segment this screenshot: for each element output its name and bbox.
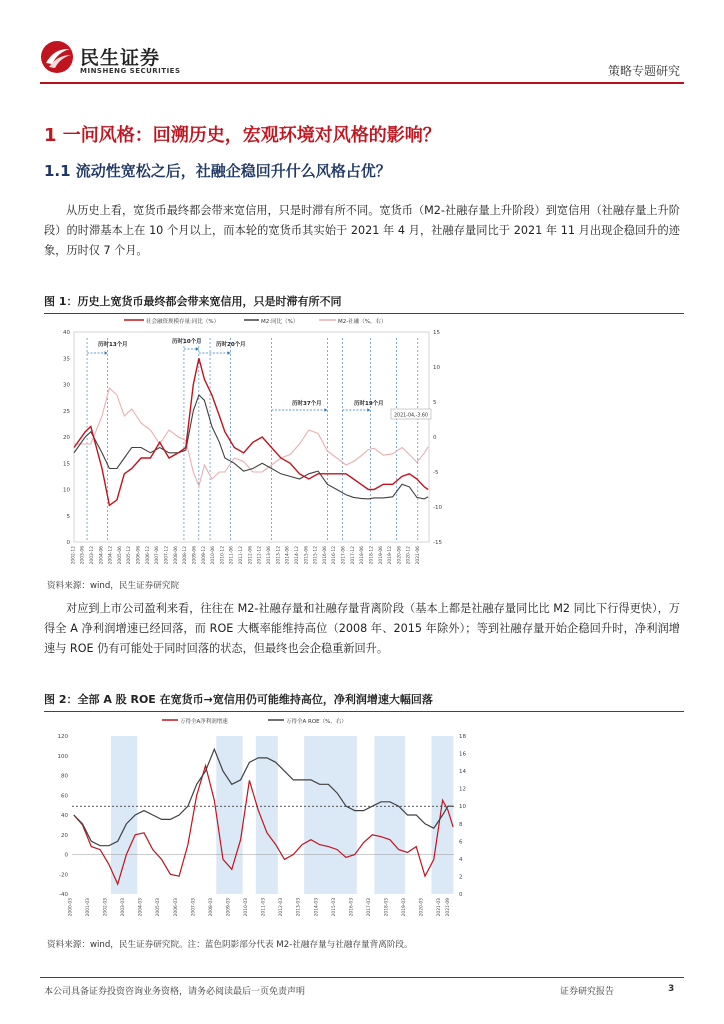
x-tick: 2015-06 xyxy=(304,546,310,565)
y-left-tick: 30 xyxy=(63,382,70,389)
figure-2-source: 资料来源：wind，民生证券研究院。注：蓝色阴影部分代表 M2-社融存量与社融存量背离阶段。 xyxy=(47,940,413,950)
logo-text-en: MINSHENG SECURITIES xyxy=(80,67,181,75)
lag-arrow-head xyxy=(105,351,108,355)
x-tick: 2016-06 xyxy=(322,546,328,565)
y-left-tick: 60 xyxy=(61,793,68,800)
y-right-tick: 0 xyxy=(459,892,463,898)
x-tick: 2007-06 xyxy=(155,546,161,565)
figure-1-legend xyxy=(124,317,386,325)
x-tick: 2014-03 xyxy=(314,898,320,917)
x-tick: 2008-06 xyxy=(173,546,179,565)
body-paragraph-1: 从历史上看，宽货币最终都会带来宽信用，只是时滞有所不同。宽货币（M2-社融存量上升阶段）到宽信用（社融存量上升阶段）的时滞基本上在 10 个月以上，而本轮的宽货币其实始于 2021 年 4 月，社融存量同比于 2021 年 11 月出现企稳回升的迹象，历时仅 7 个月。 xyxy=(44,204,680,257)
figure-1-title: 图 1：历史上宽货币最终都会带来宽信用，只是时滞有所不同 xyxy=(44,293,684,314)
x-tick: 2021-09 xyxy=(446,898,452,917)
x-tick: 2010-03 xyxy=(244,898,250,917)
y-right-tick: 5 xyxy=(433,400,437,406)
lag-label-4: 历时37个月 xyxy=(292,401,322,407)
x-tick: 2004-06 xyxy=(99,546,105,565)
series-line-1 xyxy=(74,395,428,499)
x-tick: 2011-12 xyxy=(239,546,245,565)
y-left-tick: 35 xyxy=(63,356,70,363)
x-tick: 2002-03 xyxy=(103,898,109,917)
figure-1-source: 资料来源：wind，民生证券研究院 xyxy=(47,581,180,591)
x-tick: 2017-06 xyxy=(341,546,347,565)
x-tick: 2012-12 xyxy=(257,546,263,565)
x-tick: 2020-06 xyxy=(397,546,403,565)
x-tick: 2019-12 xyxy=(388,546,394,565)
x-tick: 2017-12 xyxy=(350,546,356,565)
x-tick: 2010-12 xyxy=(220,546,226,565)
y-left-tick: 40 xyxy=(63,330,70,336)
divergence-shade xyxy=(216,736,242,894)
lag-arrow-head xyxy=(367,408,370,412)
page-number: 3 xyxy=(668,984,675,994)
y-right-tick: 10 xyxy=(433,365,440,371)
y-left-tick: 15 xyxy=(63,461,70,468)
legend-label-profit: 万得全A净利润增速 xyxy=(180,719,228,725)
y-left-tick: 80 xyxy=(61,773,68,780)
lag-label-5: 历时19个月 xyxy=(354,401,384,407)
x-tick: 2019-06 xyxy=(378,546,384,565)
y-right-tick: 10 xyxy=(459,804,466,811)
y-right-tick: 12 xyxy=(459,786,466,793)
x-tick: 2009-12 xyxy=(201,546,207,565)
x-tick: 2003-06 xyxy=(80,546,86,565)
footer-divider xyxy=(40,977,684,978)
y-left-tick: -20 xyxy=(59,872,68,879)
subsection-heading: 1.1 流动性宽松之后，社融企稳回升什么风格占优？ xyxy=(44,162,391,180)
x-tick: 2021-03 xyxy=(437,898,443,917)
x-tick: 2004-12 xyxy=(108,546,114,565)
x-tick: 2015-12 xyxy=(313,546,319,565)
x-tick: 2010-06 xyxy=(211,546,217,565)
series-line-0 xyxy=(74,358,428,505)
divergence-shade xyxy=(374,736,405,894)
y-left-tick: 40 xyxy=(61,813,68,819)
y-right-tick: 16 xyxy=(459,751,466,758)
x-tick: 2005-03 xyxy=(156,898,162,917)
y-right-tick: -10 xyxy=(433,505,442,511)
lag-arrow-head xyxy=(324,408,327,412)
divergence-shade xyxy=(304,736,357,894)
x-tick: 2006-03 xyxy=(173,898,179,917)
x-tick: 2019-03 xyxy=(402,898,408,917)
x-tick: 2017-03 xyxy=(366,898,372,917)
x-tick: 2016-03 xyxy=(349,898,355,917)
x-tick: 2009-06 xyxy=(192,546,198,565)
x-tick: 2011-03 xyxy=(261,898,267,917)
lag-label-3: 历时20个月 xyxy=(216,342,246,348)
x-tick: 2013-03 xyxy=(296,898,302,917)
x-tick: 2009-03 xyxy=(226,898,232,917)
plot-frame xyxy=(74,332,429,542)
footer-disclaimer: 本公司具备证券投资咨询业务资格，请务必阅读最后一页免责声明 xyxy=(44,987,306,997)
x-tick: 2014-06 xyxy=(285,546,291,565)
lag-label-2: 历时10个月 xyxy=(172,339,202,345)
x-tick: 2013-06 xyxy=(266,546,272,565)
figure-2-legend xyxy=(162,717,347,725)
x-tick: 2018-12 xyxy=(369,546,375,565)
y-right-tick: 18 xyxy=(459,734,466,740)
y-right-tick: 4 xyxy=(459,856,463,863)
figure-2-chart xyxy=(44,710,484,936)
lag-arrow-head xyxy=(196,347,199,351)
x-tick: 2008-12 xyxy=(183,546,189,565)
x-tick: 2007-12 xyxy=(164,546,170,565)
lag-arrow-head xyxy=(228,351,231,355)
x-tick: 2003-12 xyxy=(89,546,95,565)
x-tick: 2020-12 xyxy=(406,546,412,565)
y-left-tick: 25 xyxy=(63,408,70,415)
body-paragraph-2: 对应到上市公司盈利来看，往往在 M2-社融存量和社融存量背离阶段（基本上都是社融存量同比比 M2 同比下行得更快），万得全 A 净利润增速已经回落，而 ROE 大概率能维持高位（2008 年、2015 年除外）；等到社融存量开始企稳回升时，净利润增速与 ROE 仍有可能处于同时回落的状态，但最终也会企稳重新回升。 xyxy=(44,602,680,655)
y-left-tick: 0 xyxy=(66,540,70,546)
y-left-tick: 120 xyxy=(57,734,68,740)
y-left-tick: 100 xyxy=(57,753,68,760)
x-tick: 2008-03 xyxy=(208,898,214,917)
y-right-tick: 14 xyxy=(459,769,466,776)
x-tick: 2013-12 xyxy=(276,546,282,565)
figure-1-chart xyxy=(44,312,464,576)
y-left-tick: 5 xyxy=(66,513,70,520)
lag-label-1: 历时13个月 xyxy=(98,342,128,348)
x-tick: 2018-06 xyxy=(360,546,366,565)
y-left-tick: 10 xyxy=(63,487,70,494)
y-left-tick: -40 xyxy=(59,892,68,898)
divergence-shade xyxy=(256,736,278,894)
x-tick: 2007-03 xyxy=(191,898,197,917)
legend-label-shrongzi: 社会融资规模存量:同比（%） xyxy=(146,319,220,325)
data-callout-2021-04: 2021-04,-3.60 xyxy=(394,413,428,419)
x-tick: 2000-03 xyxy=(68,898,74,917)
x-tick: 2020-03 xyxy=(419,898,425,917)
y-left-tick: 0 xyxy=(64,852,68,859)
x-tick: 2006-12 xyxy=(145,546,151,565)
x-tick: 2011-06 xyxy=(229,546,235,565)
x-tick: 2012-03 xyxy=(279,898,285,917)
figure-2-title: 图 2：全部 A 股 ROE 在宽货币→宽信用仍可能维持高位，净利润增速大幅回落 xyxy=(44,691,684,712)
section-heading: 1 一问风格：回溯历史，宏观环境对风格的影响？ xyxy=(44,125,441,146)
y-left-tick: 20 xyxy=(61,832,68,839)
y-right-tick: 8 xyxy=(459,821,463,828)
footer-report-type: 证券研究报告 xyxy=(560,987,615,997)
x-tick: 2001-03 xyxy=(85,898,91,917)
x-tick: 2003-03 xyxy=(121,898,127,917)
y-right-tick: 0 xyxy=(433,435,437,441)
legend-label-roe: 万得全A ROE（%，右） xyxy=(286,719,347,725)
header-divider xyxy=(40,82,684,84)
x-tick: 2005-06 xyxy=(117,546,123,565)
minsheng-logo-icon xyxy=(40,40,74,74)
y-right-tick: 15 xyxy=(433,330,440,336)
x-tick: 2018-03 xyxy=(384,898,390,917)
x-tick: 2012-06 xyxy=(248,546,254,565)
x-tick: 2015-03 xyxy=(331,898,337,917)
x-tick: 2014-12 xyxy=(294,546,300,565)
x-tick: 2021-06 xyxy=(416,546,422,565)
divergence-shade xyxy=(111,736,137,894)
legend-label-m2: M2:同比（%） xyxy=(261,319,299,325)
x-tick: 2002-12 xyxy=(71,546,77,565)
x-tick: 2006-06 xyxy=(136,546,142,565)
x-tick: 2004-03 xyxy=(138,898,144,917)
report-type-label: 策略专题研究 xyxy=(607,64,680,78)
y-left-tick: 20 xyxy=(63,435,70,441)
x-tick: 2016-12 xyxy=(332,546,338,565)
x-tick: 2005-12 xyxy=(127,546,133,565)
y-right-tick: -15 xyxy=(433,540,442,546)
y-right-tick: 6 xyxy=(459,839,463,846)
y-right-tick: 2 xyxy=(459,874,463,881)
y-right-tick: -5 xyxy=(433,470,439,476)
legend-label-m2-minus-shrongzi: M2-社融（%，右） xyxy=(338,319,387,325)
logo-text-cn: 民生证券 xyxy=(80,47,161,69)
